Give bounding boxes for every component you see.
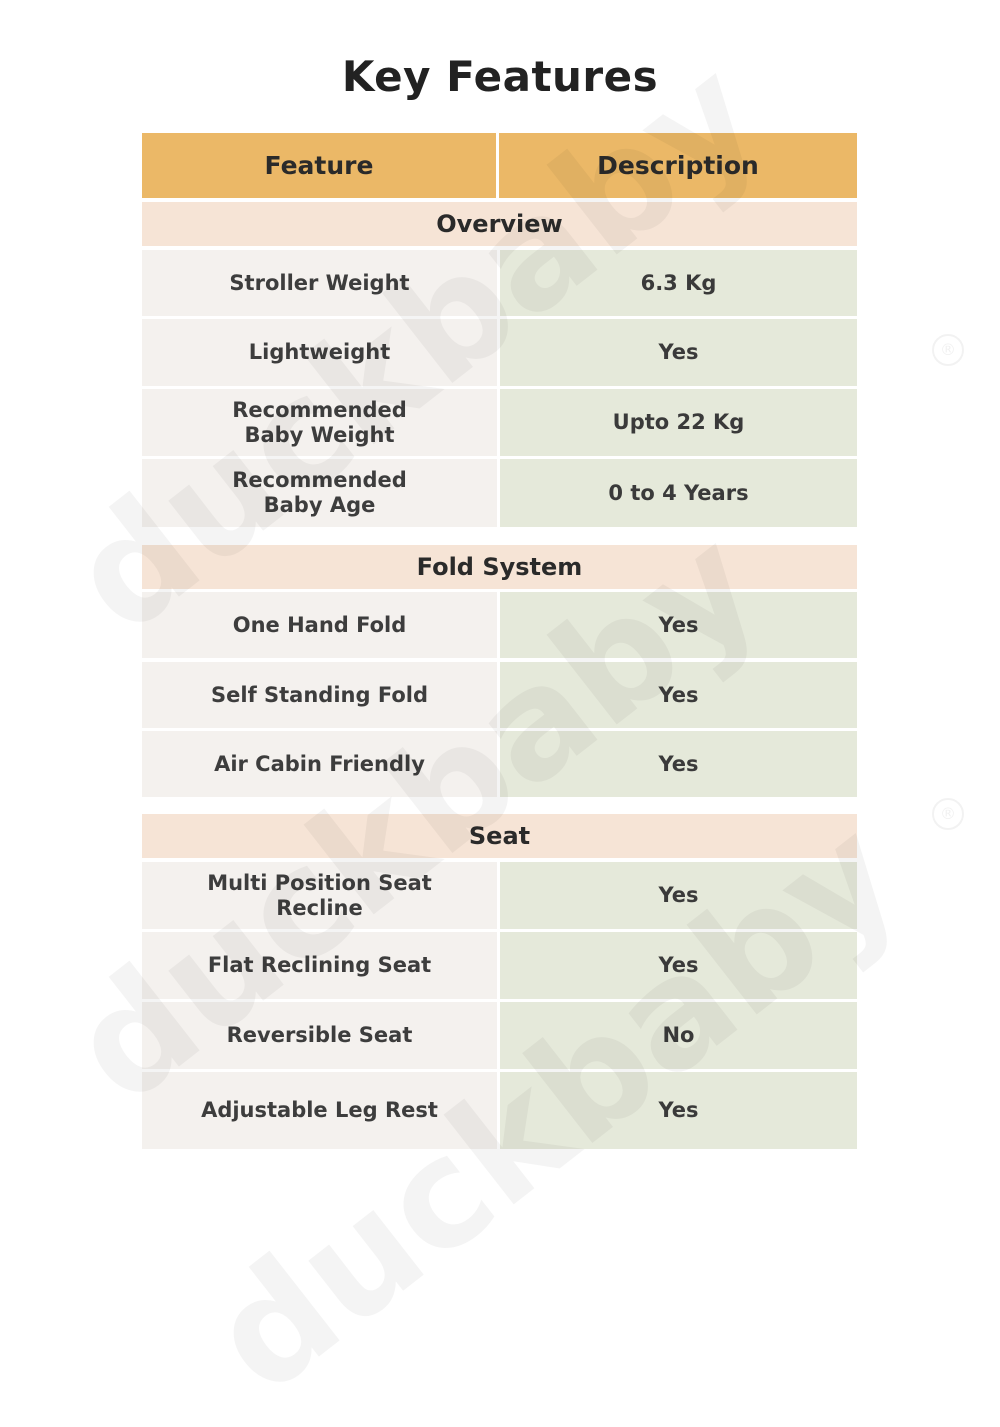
feature-cell: Flat Reclining Seat xyxy=(142,932,497,999)
feature-cell: Reversible Seat xyxy=(142,1002,497,1069)
registered-mark-icon: ® xyxy=(932,334,964,366)
value-cell: Yes xyxy=(500,862,857,929)
value-cell: Yes xyxy=(500,932,857,999)
page-title: Key Features xyxy=(341,52,659,101)
feature-cell: Multi Position Seat Recline xyxy=(142,862,497,929)
section-header-fold-system: Fold System xyxy=(142,545,857,589)
feature-cell: Recommended Baby Weight xyxy=(142,389,497,456)
registered-mark-icon: ® xyxy=(932,798,964,830)
value-cell: Yes xyxy=(500,319,857,386)
value-cell: Yes xyxy=(500,592,857,658)
value-cell: No xyxy=(500,1002,857,1069)
value-cell: Yes xyxy=(500,1072,857,1149)
feature-cell: Stroller Weight xyxy=(142,250,497,316)
value-cell: Yes xyxy=(500,662,857,728)
feature-cell: Adjustable Leg Rest xyxy=(142,1072,497,1149)
value-cell: Yes xyxy=(500,731,857,797)
section-header-seat: Seat xyxy=(142,814,857,858)
value-cell: 6.3 Kg xyxy=(500,250,857,316)
feature-cell: Self Standing Fold xyxy=(142,662,497,728)
column-header-feature: Feature xyxy=(142,133,496,198)
feature-cell: Lightweight xyxy=(142,319,497,386)
section-header-overview: Overview xyxy=(142,202,857,246)
value-cell: 0 to 4 Years xyxy=(500,459,857,527)
column-header-description: Description xyxy=(499,133,857,198)
value-cell: Upto 22 Kg xyxy=(500,389,857,456)
feature-cell: Recommended Baby Age xyxy=(142,459,497,527)
feature-cell: One Hand Fold xyxy=(142,592,497,658)
feature-cell: Air Cabin Friendly xyxy=(142,731,497,797)
